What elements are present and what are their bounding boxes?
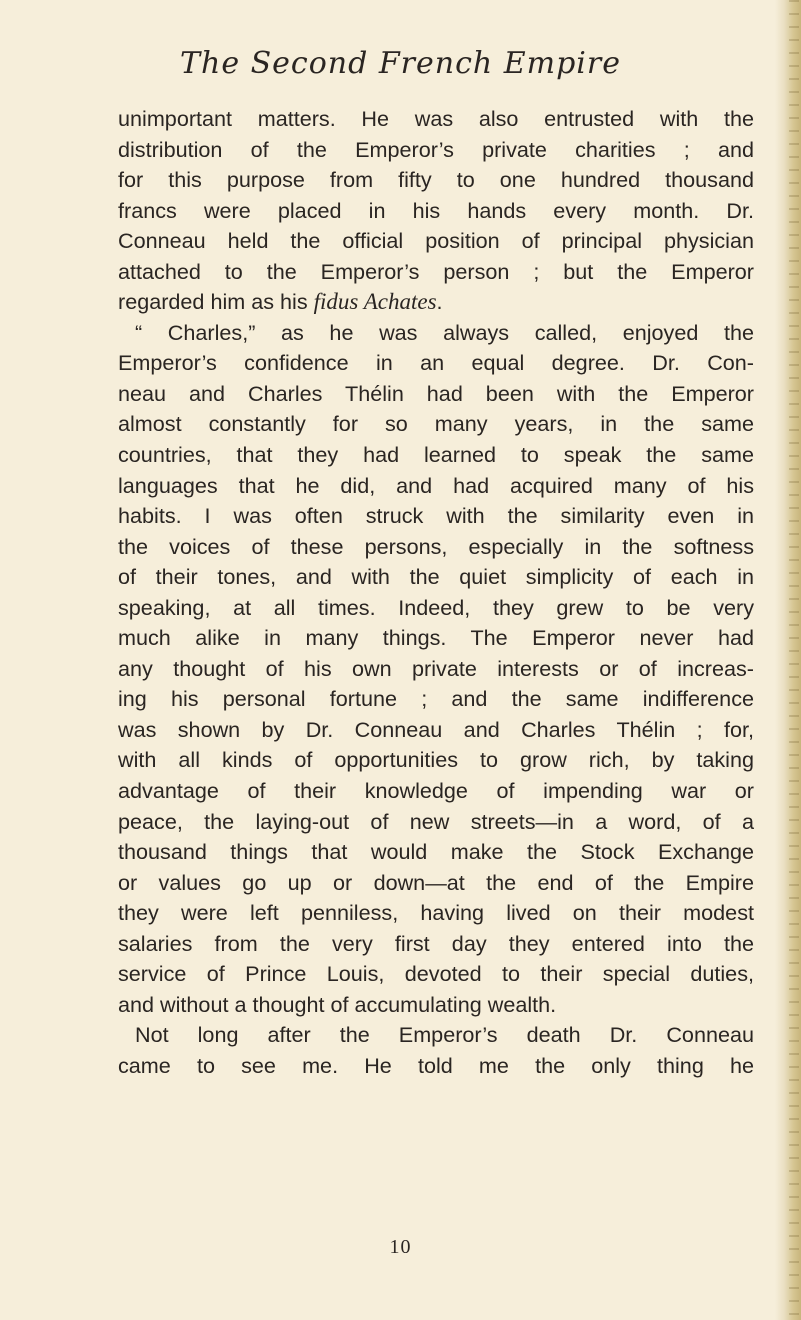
text-line: languages that he did, and had acquired many of his xyxy=(118,472,754,498)
text-line: Not long after the Emperor’s death Dr. Conneau xyxy=(135,1022,754,1048)
text-line: and without a thought of accumulating wealth. xyxy=(118,991,557,1017)
text-line: advantage of their knowledge of impending war or xyxy=(118,778,754,804)
text-line: of their tones, and with the quiet simplicity of each in xyxy=(118,564,754,590)
text-line: almost constantly for so many years, in the same xyxy=(118,411,754,437)
text-line: came to see me. He told me the only thing he xyxy=(118,1052,754,1078)
text-line: speaking, at all times. Indeed, they grew to be very xyxy=(118,594,754,620)
text-line: was shown by Dr. Conneau and Charles Thélin ; for, xyxy=(118,716,754,742)
text-line: Emperor’s confidence in an equal degree. Dr. Con- xyxy=(118,350,754,376)
text-line: with all kinds of opportunities to grow rich, by taking xyxy=(118,747,754,773)
text-line: any thought of his own private interests or of increas- xyxy=(118,655,754,681)
text-line: thousand things that would make the Stock Exchange xyxy=(118,839,754,865)
text-line: neau and Charles Thélin had been with the Emperor xyxy=(118,380,754,406)
text-line: habits. I was often struck with the similarity even in xyxy=(118,503,754,529)
text-line: unimportant matters. He was also entrusted with the xyxy=(118,106,754,131)
text-line: attached to the Emperor’s person ; but the Emperor xyxy=(118,258,754,284)
text-line: peace, the laying-out of new streets—in a word, of a xyxy=(118,808,754,834)
running-head: The Second French Empire xyxy=(180,46,621,81)
text-line: countries, that they had learned to speak the same xyxy=(118,442,754,468)
text-line: or values go up or down—at the end of the Empire xyxy=(118,869,754,895)
text-line: distribution of the Emperor’s private charities ; and xyxy=(118,136,754,162)
text-line: “ Charles,” as he was always called, enjoyed the xyxy=(135,319,754,345)
body-text xyxy=(118,104,754,1082)
text-line: service of Prince Louis, devoted to their special duties, xyxy=(118,961,754,987)
text-line: the voices of these persons, especially in the softness xyxy=(118,533,754,559)
text-line: they were left penniless, having lived on their modest xyxy=(118,900,754,926)
text-line: much alike in many things. The Emperor never had xyxy=(118,625,754,651)
text-line: salaries from the very first day they entered into the xyxy=(118,930,754,956)
italic-phrase: fidus Achates xyxy=(313,289,437,315)
text-line: ing his personal fortune ; and the same indifference xyxy=(118,686,754,712)
text-line: regarded him as his fidus Achates. xyxy=(118,289,443,315)
text-line: for this purpose from fifty to one hundred thousand xyxy=(118,167,754,193)
text-line: francs were placed in his hands every month. Dr. xyxy=(118,197,754,223)
page-number: 10 xyxy=(389,1236,412,1258)
page-edge-texture xyxy=(789,0,799,1320)
text-line: Conneau held the official position of principal physician xyxy=(118,228,754,254)
